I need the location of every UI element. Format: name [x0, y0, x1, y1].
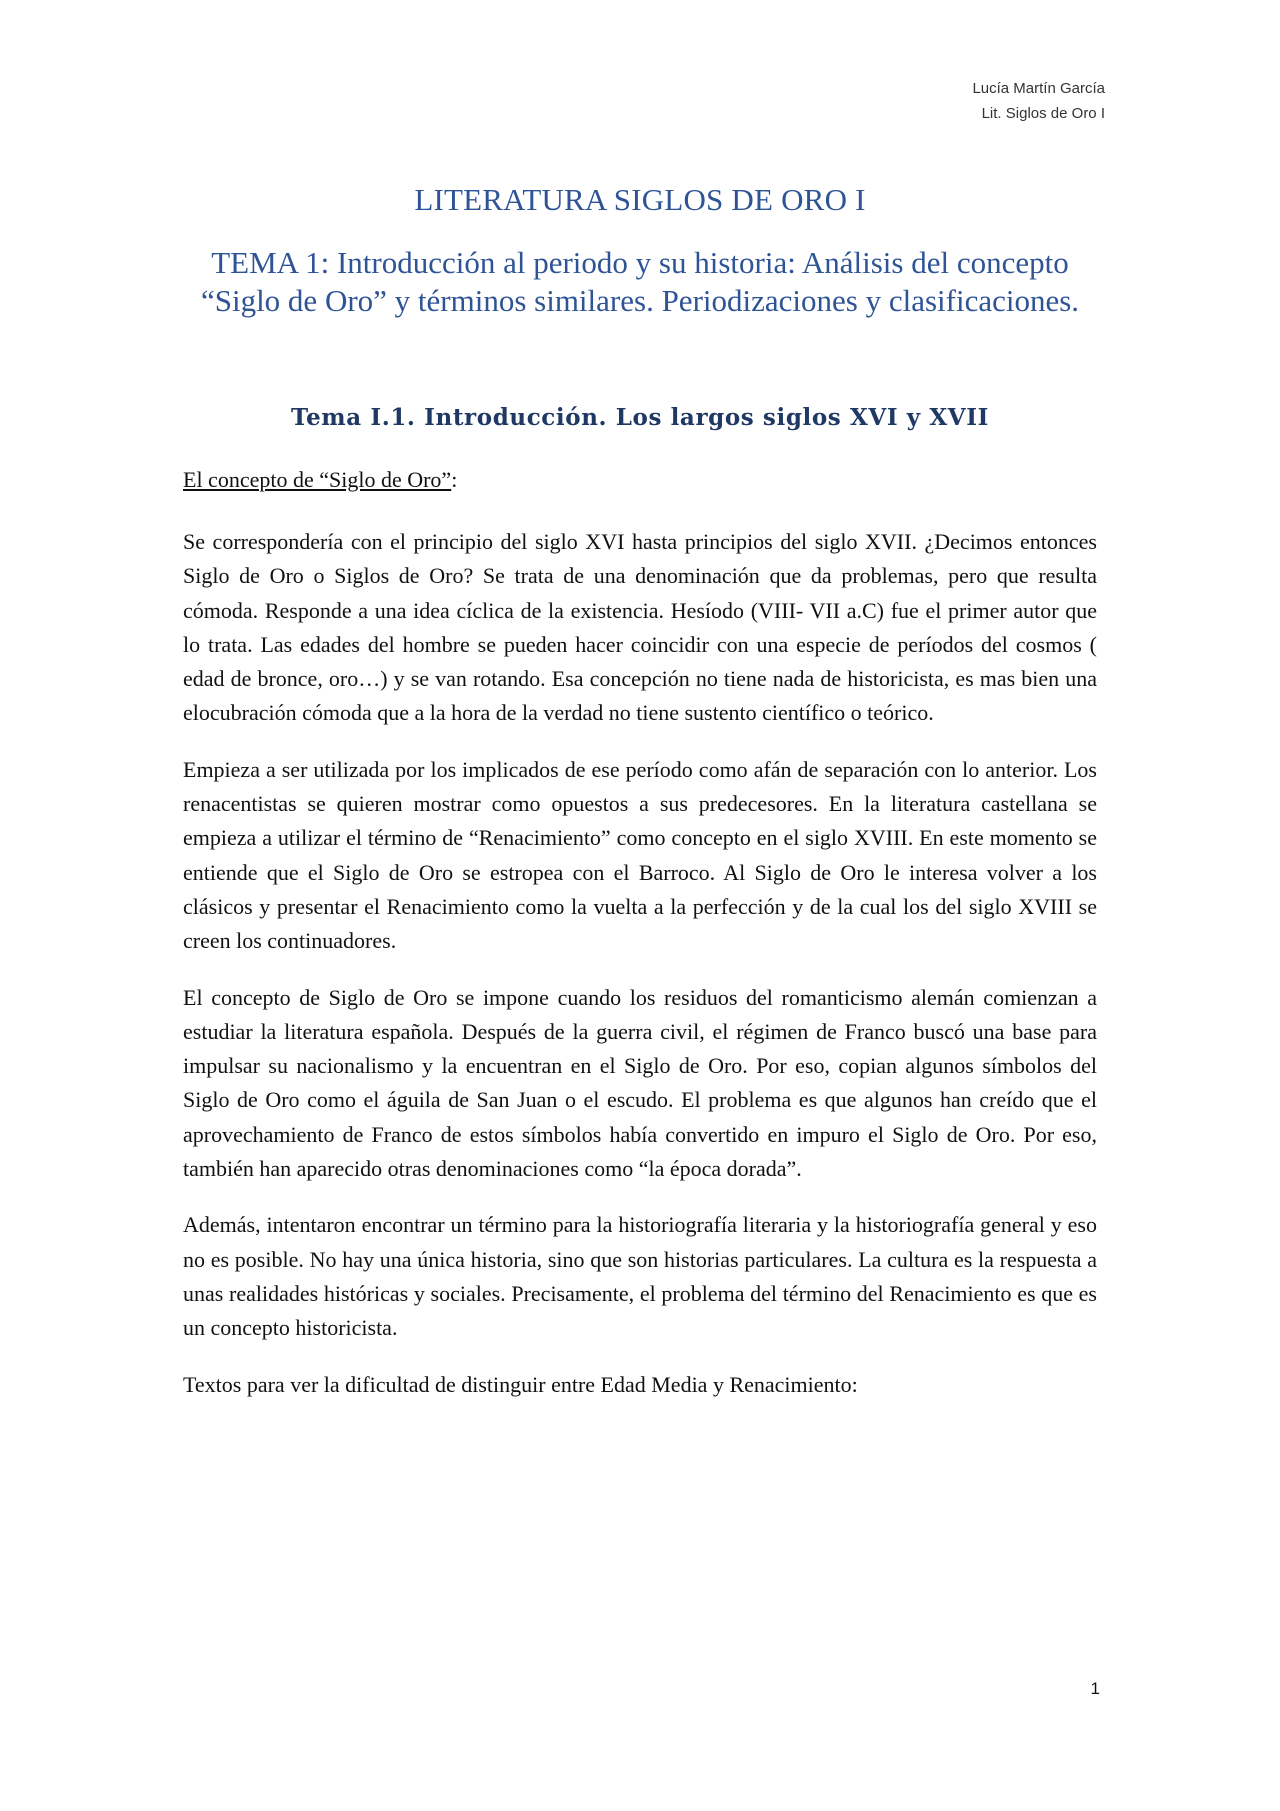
- document-body: [183, 463, 1097, 1424]
- page-number: 1: [1090, 1679, 1100, 1698]
- paragraph: Se correspondería con el principio del siglo XVI hasta principios del siglo XVII. ¿Decimos entonces Siglo de Oro o Siglos de Oro? Se trata de una denominación que da problemas, pero que resulta cómoda. Responde a una idea cíclica de la existencia. Hesíodo (VIII- VII a.C) fue el primer autor que lo trata. Las edades del hombre se pueden hacer coincidir con una especie de períodos del cosmos ( edad de bronce, oro…) y se van rotando. Esa concepción no tiene nada de historicista, es mas bien una elocubración cómoda que a la hora de la verdad no tiene sustento científico o teórico.: [183, 529, 1097, 726]
- paragraph: Además, intentaron encontrar un término para la historiografía literaria y la historiografía general y eso no es posible. No hay una única historia, sino que son historias particulares. La cultura es la respuesta a unas realidades históricas y sociales. Precisamente, el problema del término del Renacimiento es que es un concepto historicista.: [183, 1212, 1097, 1341]
- concept-heading: [183, 463, 1097, 497]
- section-heading: Tema I.1. Introducción. Los largos siglos XVI y XVII: [291, 404, 989, 431]
- paragraph: Textos para ver la dificultad de distinguir entre Edad Media y Renacimiento:: [183, 1371, 858, 1397]
- document-subtitle: TEMA 1: Introducción al periodo y su historia: Análisis del concepto “Siglo de Oro” y términos similares. Periodizaciones y clasificaciones.: [200, 245, 1080, 318]
- concept-heading-text: El concepto de “Siglo de Oro”: [183, 467, 452, 492]
- paragraph: El concepto de Siglo de Oro se impone cuando los residuos del romanticismo alemán comienzan a estudiar la literatura española. Después de la guerra civil, el régimen de Franco buscó una base para impulsar su nacionalismo y la encuentran en el Siglo de Oro. Por eso, copian algunos símbolos del Siglo de Oro como el águila de San Juan o el escudo. El problema es que algunos han creído que el aprovechamiento de Franco de estos símbolos había convertido en impuro el Siglo de Oro. Por eso, también han aparecido otras denominaciones como “la época dorada”.: [183, 984, 1097, 1182]
- header-course: Lit. Siglos de Oro I: [981, 105, 1105, 122]
- document-title: LITERATURA SIGLOS DE ORO I: [414, 182, 866, 217]
- page-header: [972, 76, 1105, 126]
- header-author: Lucía Martín García: [972, 80, 1105, 97]
- concept-heading-colon: :: [451, 467, 458, 492]
- paragraph: Empieza a ser utilizada por los implicados de ese período como afán de separación con lo anterior. Los renacentistas se quieren mostrar como opuestos a sus predecesores. En la literatura castellana se empieza a utilizar el término de “Renacimiento” como concepto en el siglo XVIII. En este momento se entiende que el Siglo de Oro se estropea con el Barroco. Al Siglo de Oro le interesa volver a los clásicos y presentar el Renacimiento como la vuelta a la perfección y de la cual los del siglo XVIII se creen los continuadores.: [183, 756, 1097, 954]
